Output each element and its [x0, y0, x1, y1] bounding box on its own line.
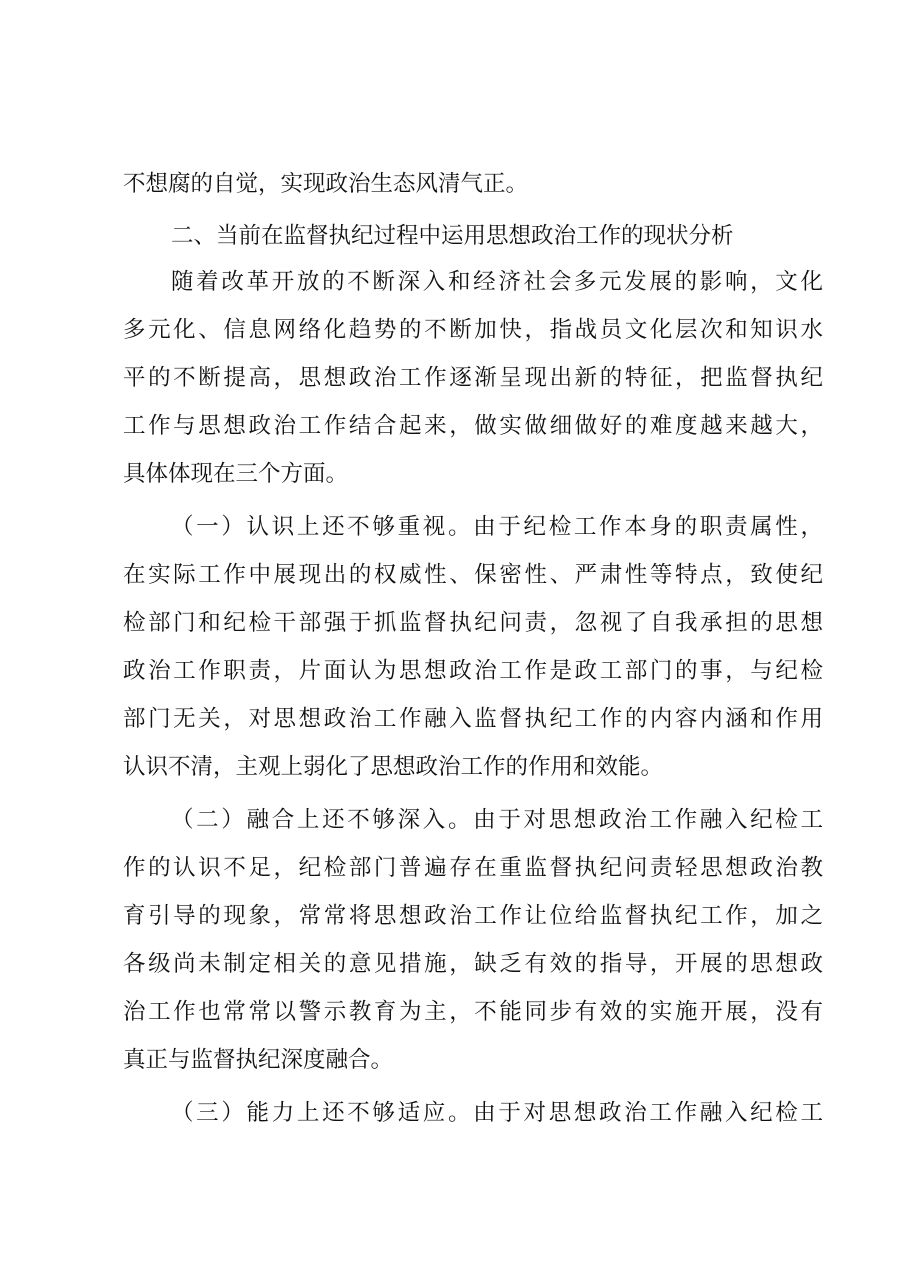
- text-line: 具体体现在三个方面。: [123, 461, 349, 487]
- text-line: 工作与思想政治工作结合起来，做实做细做好的难度越来越大，: [123, 413, 823, 439]
- text-line: 育引导的现象，常常将思想政治工作让位给监督执纪工作，加之: [123, 903, 823, 929]
- text-line: 认识不清，主观上弱化了思想政治工作的作用和效能。: [123, 754, 664, 780]
- text-line: 政治工作职责，片面认为思想政治工作是政工部门的事，与纪检: [123, 658, 823, 684]
- text-line: 真正与监督执纪深度融合。: [123, 1047, 394, 1073]
- text-line: 多元化、信息网络化趋势的不断加快，指战员文化层次和知识水: [123, 317, 823, 343]
- text-line: 检部门和纪检干部强于抓监督执纪问责，忽视了自我承担的思想: [123, 610, 823, 636]
- text-line: （三）能力上还不够适应。由于对思想政治工作融入纪检工: [171, 1100, 823, 1126]
- text-line: 在实际工作中展现出的权威性、保密性、严肃性等特点，致使纪: [123, 562, 823, 588]
- text-line: 部门无关，对思想政治工作融入监督执纪工作的内容内涵和作用: [123, 706, 823, 732]
- text-line: 作的认识不足，纪检部门普遍存在重监督执纪问责轻思想政治教: [123, 855, 823, 881]
- text-line: 治工作也常常以警示教育为主，不能同步有效的实施开展，没有: [123, 999, 823, 1025]
- text-line: （二）融合上还不够深入。由于对思想政治工作融入纪检工: [171, 807, 823, 833]
- section-heading: 二、当前在监督执纪过程中运用思想政治工作的现状分析: [171, 223, 734, 249]
- text-line: 随着改革开放的不断深入和经济社会多元发展的影响，文化: [171, 269, 823, 295]
- text-line: 各级尚未制定相关的意见措施，缺乏有效的指导，开展的思想政: [123, 951, 823, 977]
- text-line: （一）认识上还不够重视。由于纪检工作本身的职责属性，: [171, 514, 823, 540]
- text-line: 不想腐的自觉，实现政治生态风清气正。: [123, 171, 529, 197]
- text-line: 平的不断提高，思想政治工作逐渐呈现出新的特征，把监督执纪: [123, 365, 823, 391]
